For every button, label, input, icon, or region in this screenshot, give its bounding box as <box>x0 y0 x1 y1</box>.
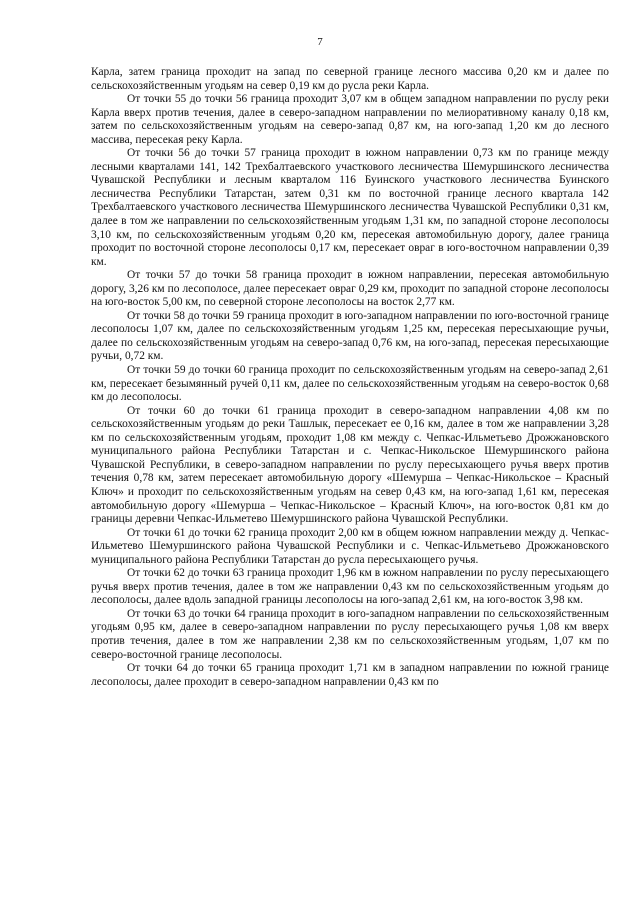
document-body <box>91 66 609 689</box>
paragraph-points-58-59: От точки 58 до точки 59 граница проходит в юго-западном направлении по юго-восточной границе лесополосы 1,07 км, далее по сельскохозяйственным угодьям 1,25 км, пересекая пересыхающие ручьи, далее по сельскохозяйственным угодьям на северо-запад 0,76 км, на юго-запад, пересекая пересыхающие ручьи, 0,72 км. <box>91 309 609 363</box>
paragraph-points-64-65: От точки 64 до точки 65 граница проходит 1,71 км в западном направлении по южной границе лесополосы, далее проходит в северо-западном направлении 0,43 км по <box>91 662 609 688</box>
page-number: 7 <box>317 36 323 48</box>
paragraph-points-56-57: От точки 56 до точки 57 граница проходит в южном направлении 0,73 км по границе между лесными кварталами 141, 142 Трехбалтаевского участкового лесничества Шемуршинского лесничества Чувашской Республики и лесным кварталом 116 Буинского участкового лесничества Буинского лесничества Республики Татарстан, затем 0,31 км по восточной границе лесного квартала 142 Трехбалтаевского участкового лесничества Шемуршинского лесничества Чувашской Республики 0,31 км, далее в том же направлении по сельскохозяйственным угодьям 1,31 км, по западной стороне лесополосы 3,10 км, по сельскохозяйственным угодьям 0,20 км, пересекая автомобильную дорогу, далее граница проходит по восточной стороне лесополосы 0,17 км, пересекает овраг в юго-восточном направлении 0,39 км. <box>91 147 609 268</box>
paragraph-points-55-56: От точки 55 до точки 56 граница проходит 3,07 км в общем западном направлении по руслу реки Карла вверх против течения, далее в северо-западном направлении по мелиоративному каналу 0,18 км, затем по сельскохозяйственным угодьям на северо-запад 0,87 км, на юго-запад 1,20 км до лесного массива, пересекая реку Карла. <box>91 93 609 146</box>
paragraph-points-60-61: От точки 60 до точки 61 граница проходит в северо-западном направлении 4,08 км по сельскохозяйственным угодьям до реки Ташлык, пересекает ее 0,16 км, далее в том же направлении 3,28 км по сельскохозяйственным угодьям, проходит 1,08 км между с. Чепкас-Ильметьево Дрожжановского муниципального района Республики Татарстан и с. Чепкас-Никольское Шемуршинского района Чувашской Республики, в северо-западном направлении по руслу пересыхающего ручья вверх против течения 0,78 км, затем пересекает автомобильную дорогу «Шемурша – Чепкас-Никольское – Красный Ключ» и проходит по сельскохозяйственным угодьям на север 0,43 км, на юго-запад 1,61 км, пересекая автомобильную дорогу «Шемурша – Чепкас-Никольское – Красный Ключ», на юго-восток 0,81 км до границы деревни Чепкас-Ильметево Шемуршинского района Чувашской Республики. <box>91 404 609 526</box>
paragraph-points-59-60: От точки 59 до точки 60 граница проходит по сельскохозяйственным угодьям на северо-запад 2,61 км, пересекает безымянный ручей 0,11 км, далее по сельскохозяйственным угодьям на северо-восток 0,68 км до лесополосы. <box>91 364 609 404</box>
paragraph-points-57-58: От точки 57 до точки 58 граница проходит в южном направлении, пересекая автомобильную дорогу, 3,26 км по лесополосе, далее пересекает овраг 0,29 км, проходит по западной стороне лесополосы на юго-восток 5,00 км, по северной стороне лесополосы на восток 2,77 км. <box>91 269 609 309</box>
paragraph-points-63-64: От точки 63 до точки 64 граница проходит в юго-западном направлении по сельскохозяйственным угодьям 0,95 км, далее в северо-западном направлении по руслу пересыхающего ручья 1,08 км вверх против течения, далее в том же направлении 2,38 км по сельскохозяйственным угодьям, 1,07 км по северо-восточной границе лесополосы. <box>91 607 609 661</box>
paragraph-points-62-63: От точки 62 до точки 63 граница проходит 1,96 км в южном направлении по руслу пересыхающего ручья вверх против течения, далее в том же направлении 0,43 км по сельскохозяйственным угодьям до лесополосы, далее вдоль западной границы лесополосы на юго-запад 2,61 км, на юго-восток 3,98 км. <box>91 567 609 607</box>
paragraph-points-61-62: От точки 61 до точки 62 граница проходит 2,00 км в общем южном направлении между д. Чепкас-Ильметево Шемуршинского района Чувашской Республики и с. Чепкас-Ильметьево Дрожжановского муниципального района Республики Татарстан до русла пересыхающего ручья. <box>91 526 609 566</box>
paragraph-continuation: Карла, затем граница проходит на запад по северной границе лесного массива 0,20 км и далее по сельскохозяйственным угодьям на север 0,19 км до русла реки Карла. <box>91 66 609 92</box>
